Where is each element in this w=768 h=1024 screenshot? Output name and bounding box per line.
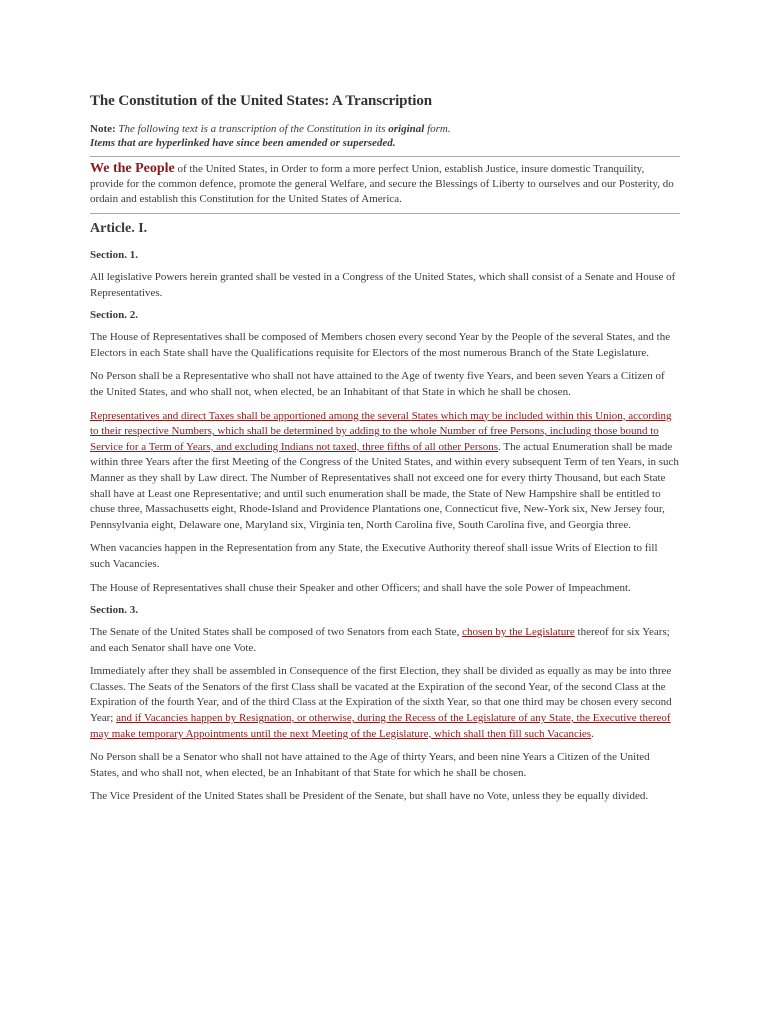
section-3-paragraph-1 [90, 625, 680, 656]
amended-items-notice: Items that are hyperlinked have since been amended or superseded. [90, 137, 396, 149]
apportionment-amended-link[interactable]: Representatives and direct Taxes shall be apportioned among the several States which may be included within this Union, according to their respective Numbers, which shall be determined by adding to the whole Number of free Persons, including those bound to Service for a Term of Years, and excluding Indians not taxed, three fifths of all other Persons [90, 409, 672, 453]
section-1-paragraph: All legislative Powers herein granted shall be vested in a Congress of the United States, which shall consist of a Senate and House of Representatives. [90, 271, 676, 299]
page-title: The Constitution of the United States: A Transcription [90, 93, 432, 109]
section-1-heading: Section. 1. [90, 249, 138, 261]
note-original-word: original [388, 123, 425, 135]
note-label: Note: [90, 123, 116, 135]
divider-bottom [90, 213, 680, 214]
article-heading: Article. I. [90, 221, 148, 236]
section-3-paragraph-1-end: thereof for six Years; and each Senator shall have one Vote. [90, 626, 670, 654]
divider-top [90, 156, 680, 157]
section-3-heading: Section. 3. [90, 604, 138, 617]
preamble-text: of the United States, in Order to form a more perfect Union, establish Justice, insure domestic Tranquility, provide for the common defence, promote the general Welfare, and secure the Blessings of Liberty to ourselves and our Posterity, do ordain and establish this Constitution for the United States of America. [90, 163, 674, 205]
transcription-note [90, 122, 680, 150]
chosen-by-legislature-link[interactable]: chosen by the Legislature [462, 626, 575, 639]
section-2-paragraph-4: When vacancies happen in the Representation from any State, the Executive Authority thereof shall issue Writs of Election to fill such Vacancies. [90, 542, 658, 570]
section-2-heading: Section. 2. [90, 309, 138, 322]
section-3-paragraph-2-start: Immediately after they shall be assembled in Consequence of the first Election, they shall be divided as equally as may be into three Classes. The Seats of the Senators of the first Class shall be vacated at the Expiration of the second Year, of the second Class at the Expiration of the fourth Year, and of the third Class at the Expiration of the sixth Year, so that one third may be chosen every second Year; [90, 665, 672, 725]
section-2-paragraph-3-rest: . The actual Enumeration shall be made within three Years after the first Meeting of the Congress of the United States, and within every subsequent Term of ten Years, in such Manner as they shall by Law direct. The Number of Representatives shall not exceed one for every thirty Thousand, but each State shall have at Least one Representative; and until such enumeration shall be made, the State of New Hampshire shall be entitled to chuse three, Massachusetts eight, Rhode-Island and Providence Plantations one, Connecticut five, New-York six, New Jersey four, Pennsylvania eight, Delaware one, Maryland six, Virginia ten, North Carolina five, South Carolina five, and Georgia three. [90, 440, 679, 531]
section-2-paragraph-1: The House of Representatives shall be composed of Members chosen every second Year by the People of the several States, and the Electors in each State shall have the Qualifications requisite for Electors of the most numerous Branch of the State Legislature. [90, 331, 671, 359]
section-3-paragraph-4: The Vice President of the United States shall be President of the Senate, but shall have no Vote, unless they be equally divided. [90, 790, 649, 803]
section-3-paragraph-1-start: The Senate of the United States shall be composed of two Senators from each State, [90, 626, 463, 639]
section-3-paragraph-2 [90, 664, 680, 742]
preamble-lead: We the People [90, 161, 175, 176]
note-text-before: The following text is a transcription of the Constitution in its [115, 123, 389, 135]
senate-vacancies-link[interactable]: and if Vacancies happen by Resignation, or otherwise, during the Recess of the Legislature of any State, the Executive thereof may make temporary Appointments until the next Meeting of the Legislature, which shall then fill such Vacancies [90, 712, 671, 740]
preamble [90, 161, 680, 207]
section-2-paragraph-3 [90, 409, 680, 534]
section-2-paragraph-2: No Person shall be a Representative who shall not have attained to the Age of twenty five Years, and been seven Years a Citizen of the United States, and who shall not, when elected, be an Inhabitant of that State in which he shall be chosen. [90, 370, 665, 398]
note-text-after: form. [424, 123, 451, 135]
section-2-paragraph-5: The House of Representatives shall chuse their Speaker and other Officers; and shall have the sole Power of Impeachment. [90, 581, 631, 594]
section-3-paragraph-2-end: . [591, 727, 594, 740]
section-3-paragraph-3: No Person shall be a Senator who shall not have attained to the Age of thirty Years, and been nine Years a Citizen of the United States, and who shall not, when elected, be an Inhabitant of that State for which he shall be chosen. [90, 751, 650, 779]
